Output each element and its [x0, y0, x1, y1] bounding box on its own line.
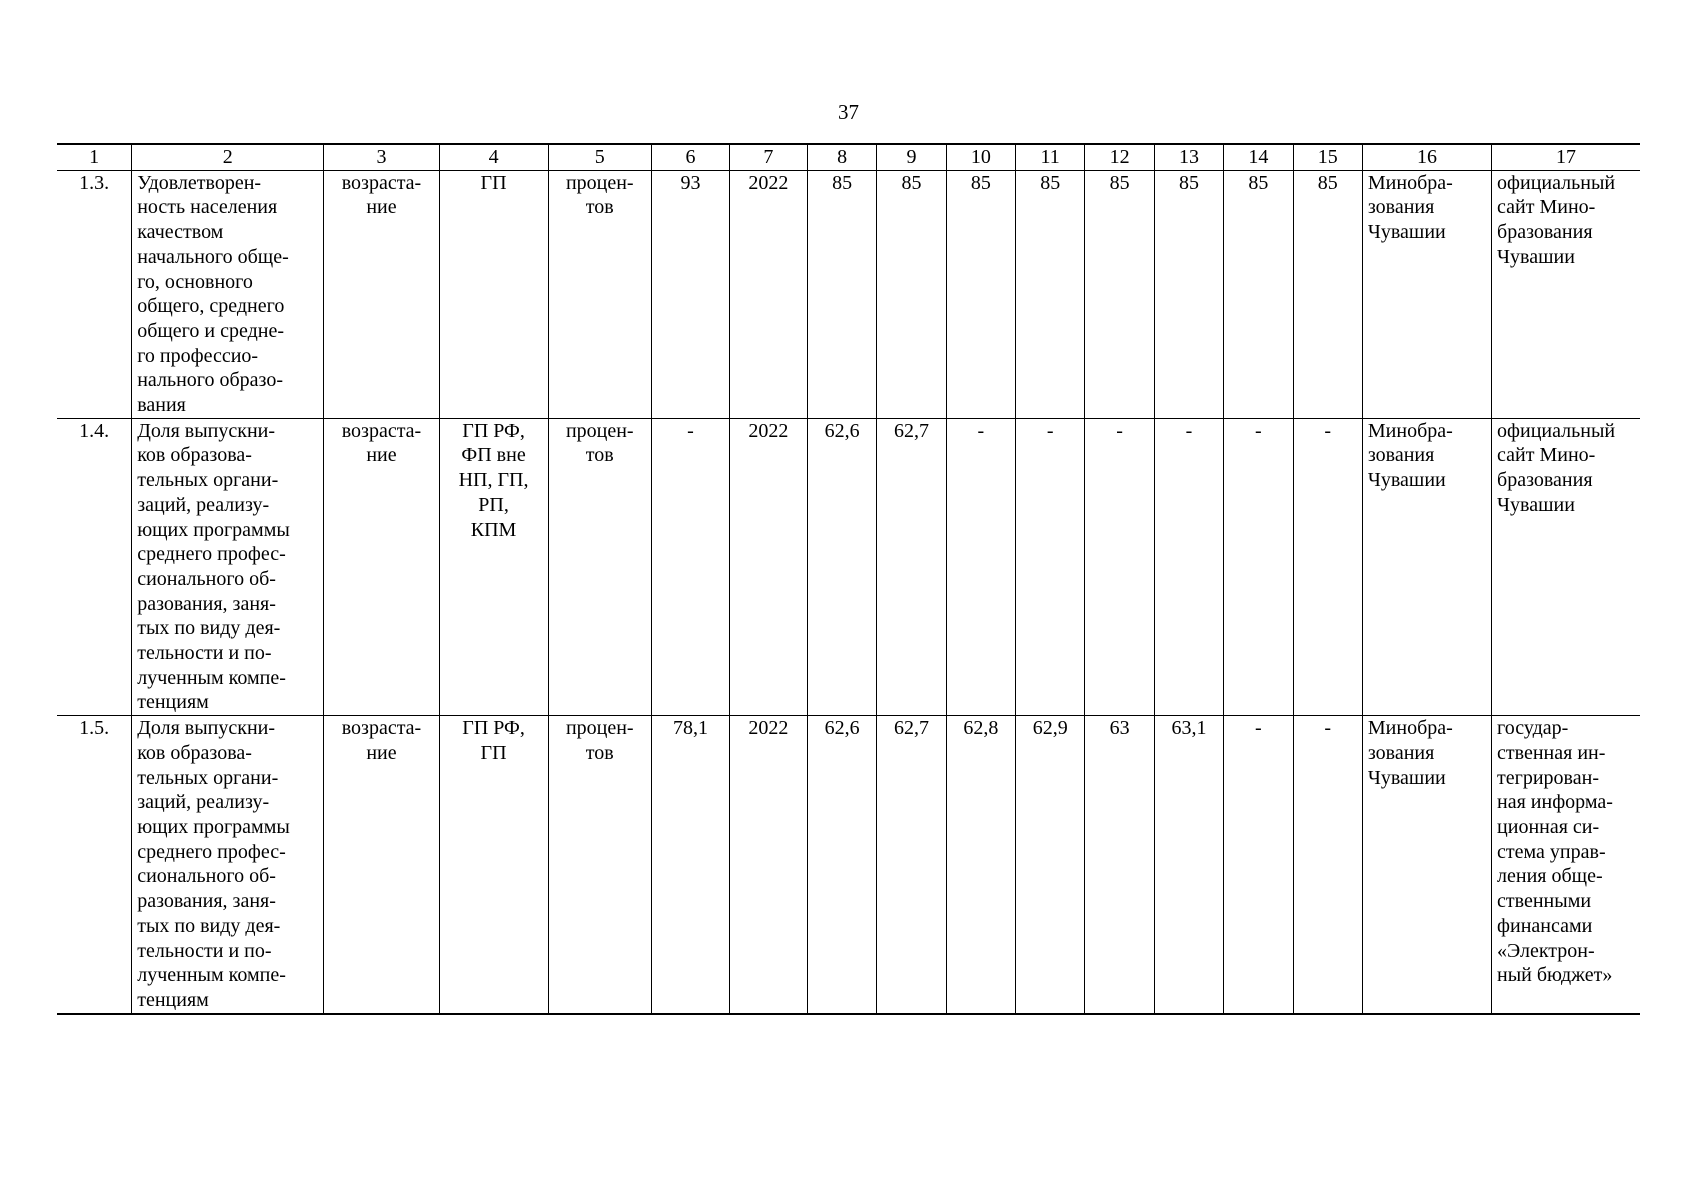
year-value-cell: - — [1224, 716, 1293, 1014]
trend-cell: возраста- ние — [324, 716, 439, 1014]
column-header-12: 12 — [1085, 144, 1154, 170]
indicator-name: Доля выпускни- ков образова- тельных органи- заций, реализу- ющих программы среднего профес- сионального об- разования, заня- тых по виду дея- тельности и по- лученным компе- тенциям — [132, 418, 324, 715]
responsible-cell: Минобра- зования Чувашии — [1362, 170, 1491, 418]
year-value-cell: - — [1016, 418, 1085, 715]
base-value-cell: 78,1 — [652, 716, 730, 1014]
column-header-10: 10 — [946, 144, 1015, 170]
year-value-cell: 63,1 — [1154, 716, 1223, 1014]
year-value-cell: 85 — [1085, 170, 1154, 418]
column-header-13: 13 — [1154, 144, 1223, 170]
indicator-name: Удовлетворен- ность населения качеством начального обще- го, основного общего, среднего общего и средне- го профессио- нального образо- вания — [132, 170, 324, 418]
indicator-name: Доля выпускни- ков образова- тельных органи- заций, реализу- ющих программы среднего профес- сионального об- разования, заня- тых по виду дея- тельности и по- лученным компе- тенциям — [132, 716, 324, 1014]
base-value-cell: - — [652, 418, 730, 715]
row-number: 1.5. — [57, 716, 132, 1014]
source-cell: государ- ственная ин- тегрирован- ная информа- ционная си- стема управ- ления обще- ственными финансами «Электрон- ный бюджет» — [1492, 716, 1640, 1014]
column-header-11: 11 — [1016, 144, 1085, 170]
table-row — [57, 170, 1640, 418]
trend-cell: возраста- ние — [324, 170, 439, 418]
responsible-cell: Минобра- зования Чувашии — [1362, 716, 1491, 1014]
column-header-3: 3 — [324, 144, 439, 170]
year-value-cell: - — [1293, 418, 1362, 715]
level-cell: ГП РФ, ГП — [439, 716, 548, 1014]
year-value-cell: 62,7 — [877, 716, 946, 1014]
base-year-cell: 2022 — [729, 716, 807, 1014]
table-row — [57, 716, 1640, 1014]
year-value-cell: 85 — [877, 170, 946, 418]
year-value-cell: 62,9 — [1016, 716, 1085, 1014]
trend-cell: возраста- ние — [324, 418, 439, 715]
year-value-cell: 62,6 — [807, 716, 876, 1014]
source-cell: официальный сайт Мино- бразования Чувашии — [1492, 170, 1640, 418]
responsible-cell: Минобра- зования Чувашии — [1362, 418, 1491, 715]
year-value-cell: 62,8 — [946, 716, 1015, 1014]
header-row — [57, 144, 1640, 170]
year-value-cell: - — [1154, 418, 1223, 715]
year-value-cell: 63 — [1085, 716, 1154, 1014]
year-value-cell: 62,7 — [877, 418, 946, 715]
column-header-5: 5 — [548, 144, 652, 170]
indicators-table — [57, 143, 1640, 1015]
year-value-cell: - — [946, 418, 1015, 715]
base-year-cell: 2022 — [729, 418, 807, 715]
base-year-cell: 2022 — [729, 170, 807, 418]
base-value-cell: 93 — [652, 170, 730, 418]
column-header-9: 9 — [877, 144, 946, 170]
page-number: 37 — [838, 100, 859, 124]
column-header-8: 8 — [807, 144, 876, 170]
table-row — [57, 418, 1640, 715]
year-value-cell: - — [1085, 418, 1154, 715]
unit-cell: процен- тов — [548, 170, 652, 418]
row-number: 1.4. — [57, 418, 132, 715]
year-value-cell: 85 — [1293, 170, 1362, 418]
column-header-6: 6 — [652, 144, 730, 170]
unit-cell: процен- тов — [548, 716, 652, 1014]
year-value-cell: 85 — [1224, 170, 1293, 418]
table-body — [57, 170, 1640, 1013]
year-value-cell: 62,6 — [807, 418, 876, 715]
year-value-cell: 85 — [1154, 170, 1223, 418]
column-header-17: 17 — [1492, 144, 1640, 170]
level-cell: ГП — [439, 170, 548, 418]
row-number: 1.3. — [57, 170, 132, 418]
year-value-cell: 85 — [807, 170, 876, 418]
column-header-15: 15 — [1293, 144, 1362, 170]
column-header-7: 7 — [729, 144, 807, 170]
column-header-2: 2 — [132, 144, 324, 170]
year-value-cell: - — [1293, 716, 1362, 1014]
table-header — [57, 144, 1640, 170]
level-cell: ГП РФ, ФП вне НП, ГП, РП, КПМ — [439, 418, 548, 715]
column-header-16: 16 — [1362, 144, 1491, 170]
column-header-14: 14 — [1224, 144, 1293, 170]
column-header-1: 1 — [57, 144, 132, 170]
year-value-cell: 85 — [1016, 170, 1085, 418]
unit-cell: процен- тов — [548, 418, 652, 715]
year-value-cell: 85 — [946, 170, 1015, 418]
column-header-4: 4 — [439, 144, 548, 170]
source-cell: официальный сайт Мино- бразования Чувашии — [1492, 418, 1640, 715]
year-value-cell: - — [1224, 418, 1293, 715]
